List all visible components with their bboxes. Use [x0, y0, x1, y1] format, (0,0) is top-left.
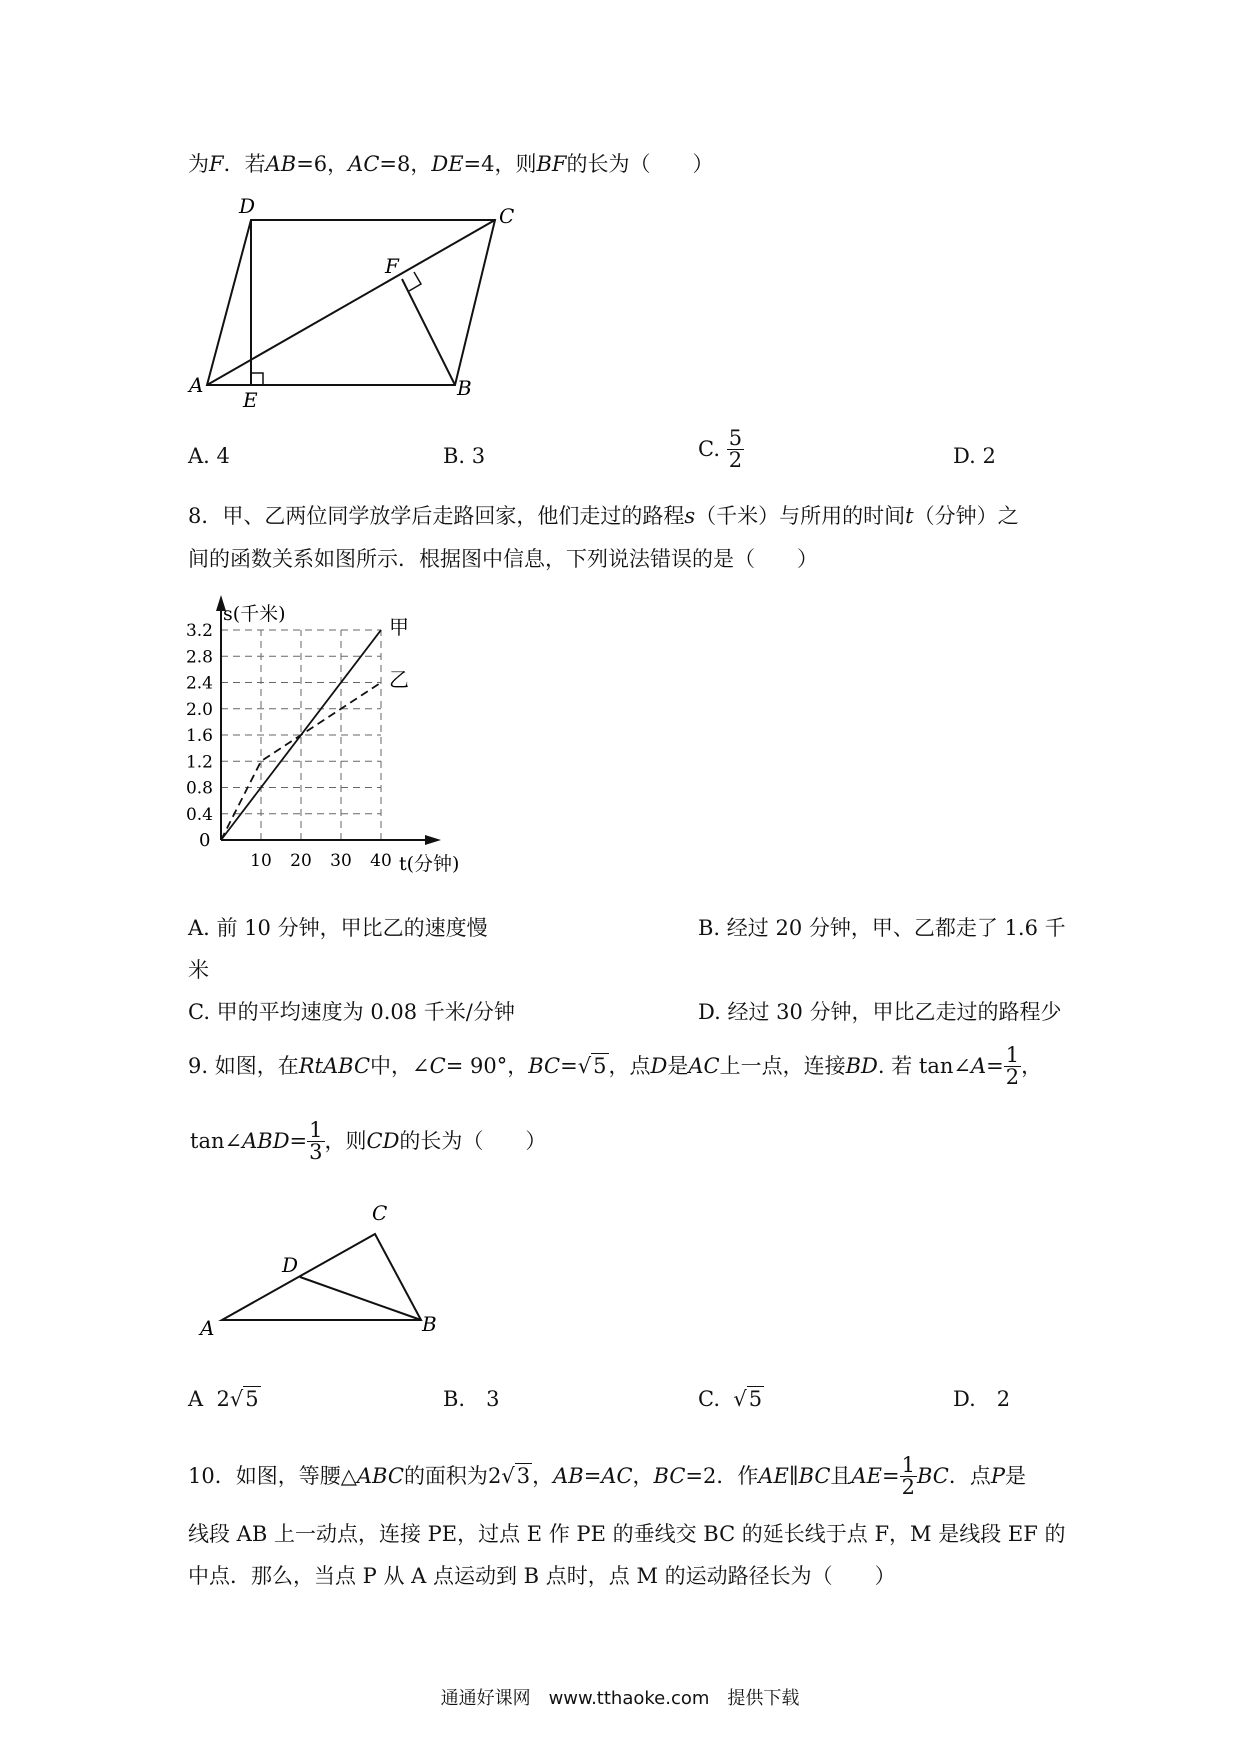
q8-line-chart: [185, 600, 515, 880]
q8-x-axis-arrow: [425, 835, 441, 845]
q8-y-tick-label-4: 2.0: [185, 699, 213, 720]
q9-fraction-tanA: $\frac{1}{2}$: [1005, 1043, 1020, 1089]
q10-stem-line1: 10．如图，等腰△ABC的面积为2√3，AB=AC，BC=2．作AE∥BC且AE= $\frac{1}{2}$ BC．点P是: [188, 1453, 1026, 1499]
q8-option-d: D. 经过 30 分钟，甲比乙走过的路程少: [698, 1000, 1062, 1024]
q9-label-B: B: [422, 1312, 437, 1336]
q8-y-tick-label-7: 3.2: [185, 621, 213, 641]
q7-option-b: B. 3: [443, 444, 486, 468]
q9-stem-line1: 9. 如图，在RtABC中，∠C= 90°，BC=√5，点D是AC上一点，连接BD. 若 tan∠A= $\frac{1}{2}$ ，: [188, 1043, 1043, 1089]
q10-fraction-half: $\frac{1}{2}$: [901, 1453, 915, 1499]
q8-x-tick-label-3: 40: [370, 851, 392, 871]
q9-fraction-tanABD: $\frac{1}{3}$: [309, 1118, 323, 1164]
q8-y-tick-label-5: 2.4: [185, 673, 213, 694]
page-footer: 通通好课网 www.tthaoke.com 提供下载: [440, 1688, 800, 1709]
q7-option-c: C. $\frac{5}{2}$: [698, 426, 743, 472]
q8-y-tick-label-6: 2.8: [185, 647, 213, 668]
q8-ticks: [186, 621, 392, 871]
q7-stem: 为F．若AB=6，AC=8，DE=4，则BF的长为（ ）: [188, 152, 714, 176]
q9-label-C: C: [372, 1201, 388, 1225]
q8-x-tick-label-0: 10: [250, 851, 272, 871]
q8-series-label-1: 乙: [389, 667, 409, 692]
q7-label-E: E: [243, 388, 258, 412]
q7-option-a: A. 4: [188, 444, 230, 468]
q8-x-tick-label-2: 30: [330, 851, 352, 871]
q9-label-D: D: [282, 1253, 299, 1277]
q8-origin-label: 0: [199, 830, 211, 851]
q9-option-b: B. 3: [443, 1387, 500, 1411]
q8-stem-line1: 8．甲、乙两位同学放学后走路回家，他们走过的路程s（千米）与所用的时间t（分钟）之: [188, 504, 1019, 528]
q8-y-tick-label-3: 1.6: [185, 726, 213, 746]
q7-label-A: A: [189, 373, 204, 397]
q8-y-tick-label-0: 0.4: [185, 804, 213, 825]
q7-label-B: B: [457, 376, 472, 400]
q9-option-a: A 2√5: [188, 1387, 259, 1411]
q7-label-D: D: [239, 194, 256, 218]
q8-x-axis-label: t(分钟): [399, 853, 460, 875]
q7-parallelogram-figure: [185, 195, 525, 415]
q7-option-c-fraction: $\frac{5}{2}$: [728, 426, 743, 472]
q9-option-c: C. √5: [698, 1387, 763, 1411]
q9-option-d: D. 2: [953, 1387, 1011, 1411]
q8-option-a: A. 前 10 分钟，甲比乙的速度慢: [188, 916, 488, 940]
q10-stem-line2: 线段 AB 上一动点，连接 PE，过点 E 作 PE 的垂线交 BC 的延长线于点 F，M 是线段 EF 的: [188, 1522, 1066, 1546]
q9-stem-line2: tan∠ABD= $\frac{1}{3}$ ，则CD的长为（ ）: [190, 1118, 547, 1164]
q7-option-d: D. 2: [953, 444, 996, 468]
q8-option-b: B. 经过 20 分钟，甲、乙都走了 1.6 千: [698, 916, 1066, 940]
q9-triangle-figure: [190, 1195, 470, 1345]
q7-label-F: F: [385, 254, 399, 278]
q10-stem-line3: 中点．那么，当点 P 从 A 点运动到 B 点时，点 M 的运动路径长为（ ）: [188, 1564, 896, 1588]
q8-option-b-wrap: 米: [188, 958, 209, 982]
q8-y-tick-label-1: 0.8: [185, 778, 213, 799]
q8-y-tick-label-2: 1.2: [185, 752, 213, 773]
q7-label-C: C: [499, 204, 515, 228]
q8-x-tick-label-1: 20: [290, 851, 312, 871]
q8-series-label-0: 甲: [389, 615, 409, 639]
q8-stem-line2: 间的函数关系如图所示．根据图中信息，下列说法错误的是（ ）: [188, 547, 818, 571]
q9-label-A: A: [200, 1316, 215, 1340]
q8-y-axis-label: s(千米): [223, 603, 286, 625]
q8-option-c: C. 甲的平均速度为 0.08 千米/分钟: [188, 1000, 515, 1024]
